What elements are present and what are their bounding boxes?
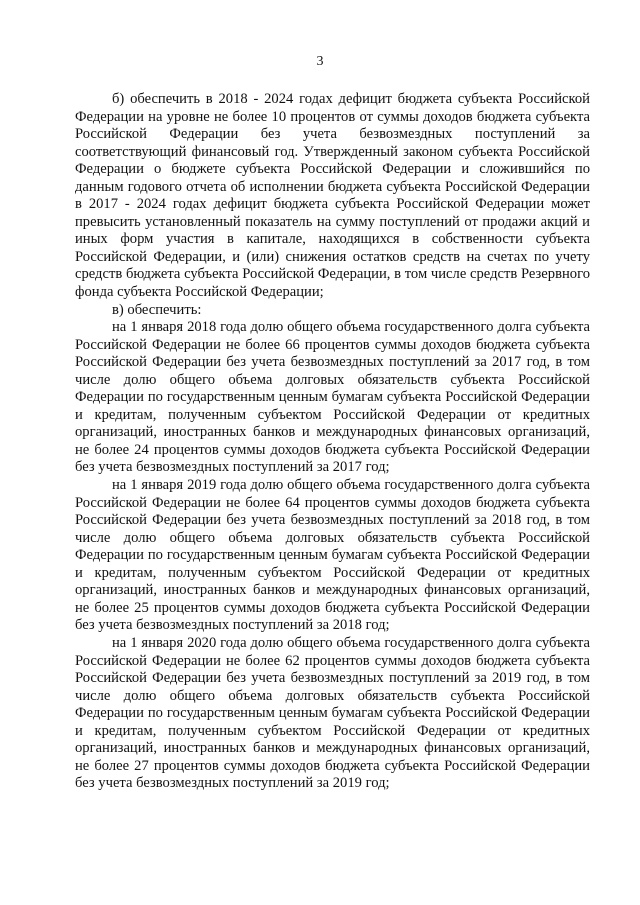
paragraph-debt-2019: на 1 января 2019 года долю общего объема государственного долга субъекта Российской Федерации не более 64 процентов суммы доходов бюджета субъекта Российской Федерации без учета безвозмездных поступлений за 2018 год, в том числе долю общего объема долговых обязательств субъекта Российской Федерации по государственным ценным бумагам субъекта Российской Федерации и кредитам, полученным субъектом Российской Федерации от кредитных организаций, иностранных банков и международных финансовых организаций, не более 25 процентов суммы доходов бюджета субъекта Российской Федерации без учета безвозмездных поступлений за 2018 год; — [75, 477, 590, 634]
paragraph-debt-2018: на 1 января 2018 года долю общего объема государственного долга субъекта Российской Федерации не более 66 процентов суммы доходов бюджета субъекта Российской Федерации без учета безвозмездных поступлений за 2017 год, в том числе долю общего объема долговых обязательств субъекта Российской Федерации по государственным ценным бумагам субъекта Российской Федерации и кредитам, полученным субъектом Российской Федерации от кредитных организаций, иностранных банков и международных финансовых организаций, не более 24 процентов суммы доходов бюджета субъекта Российской Федерации без учета безвозмездных поступлений за 2017 год; — [75, 319, 590, 476]
paragraph-v-heading: в) обеспечить: — [112, 301, 202, 318]
page-number: 3 — [316, 54, 324, 69]
paragraph-b-deficit: б) обеспечить в 2018 - 2024 годах дефицит бюджета субъекта Российской Федерации на уровне не более 10 процентов от суммы доходов бюджета субъекта Российской Федерации без учета безвозмездных поступлений за соответствующий финансовый год. Утвержденный законом субъекта Российской Федерации о бюджете субъекта Российской Федерации и сложившийся по данным годового отчета об исполнении бюджета субъекта Российской Федерации в 2017 - 2024 годах дефицит бюджета субъекта Российской Федерации может превысить установленный показатель на сумму поступлений от продажи акций и иных форм участия в капитале, находящихся в собственности субъекта Российской Федерации, и (или) снижения остатков средств на счетах по учету средств бюджета субъекта Российской Федерации, в том числе средств Резервного фонда субъекта Российской Федерации; — [75, 91, 590, 301]
paragraph-debt-2020: на 1 января 2020 года долю общего объема государственного долга субъекта Российской Федерации не более 62 процентов суммы доходов бюджета субъекта Российской Федерации без учета безвозмездных поступлений за 2019 год, в том числе долю общего объема долговых обязательств субъекта Российской Федерации по государственным ценным бумагам субъекта Российской Федерации и кредитам, полученным субъектом Российской Федерации от кредитных организаций, иностранных банков и международных финансовых организаций, не более 27 процентов суммы доходов бюджета субъекта Российской Федерации без учета безвозмездных поступлений за 2019 год; — [75, 634, 590, 792]
document-body — [75, 91, 590, 793]
